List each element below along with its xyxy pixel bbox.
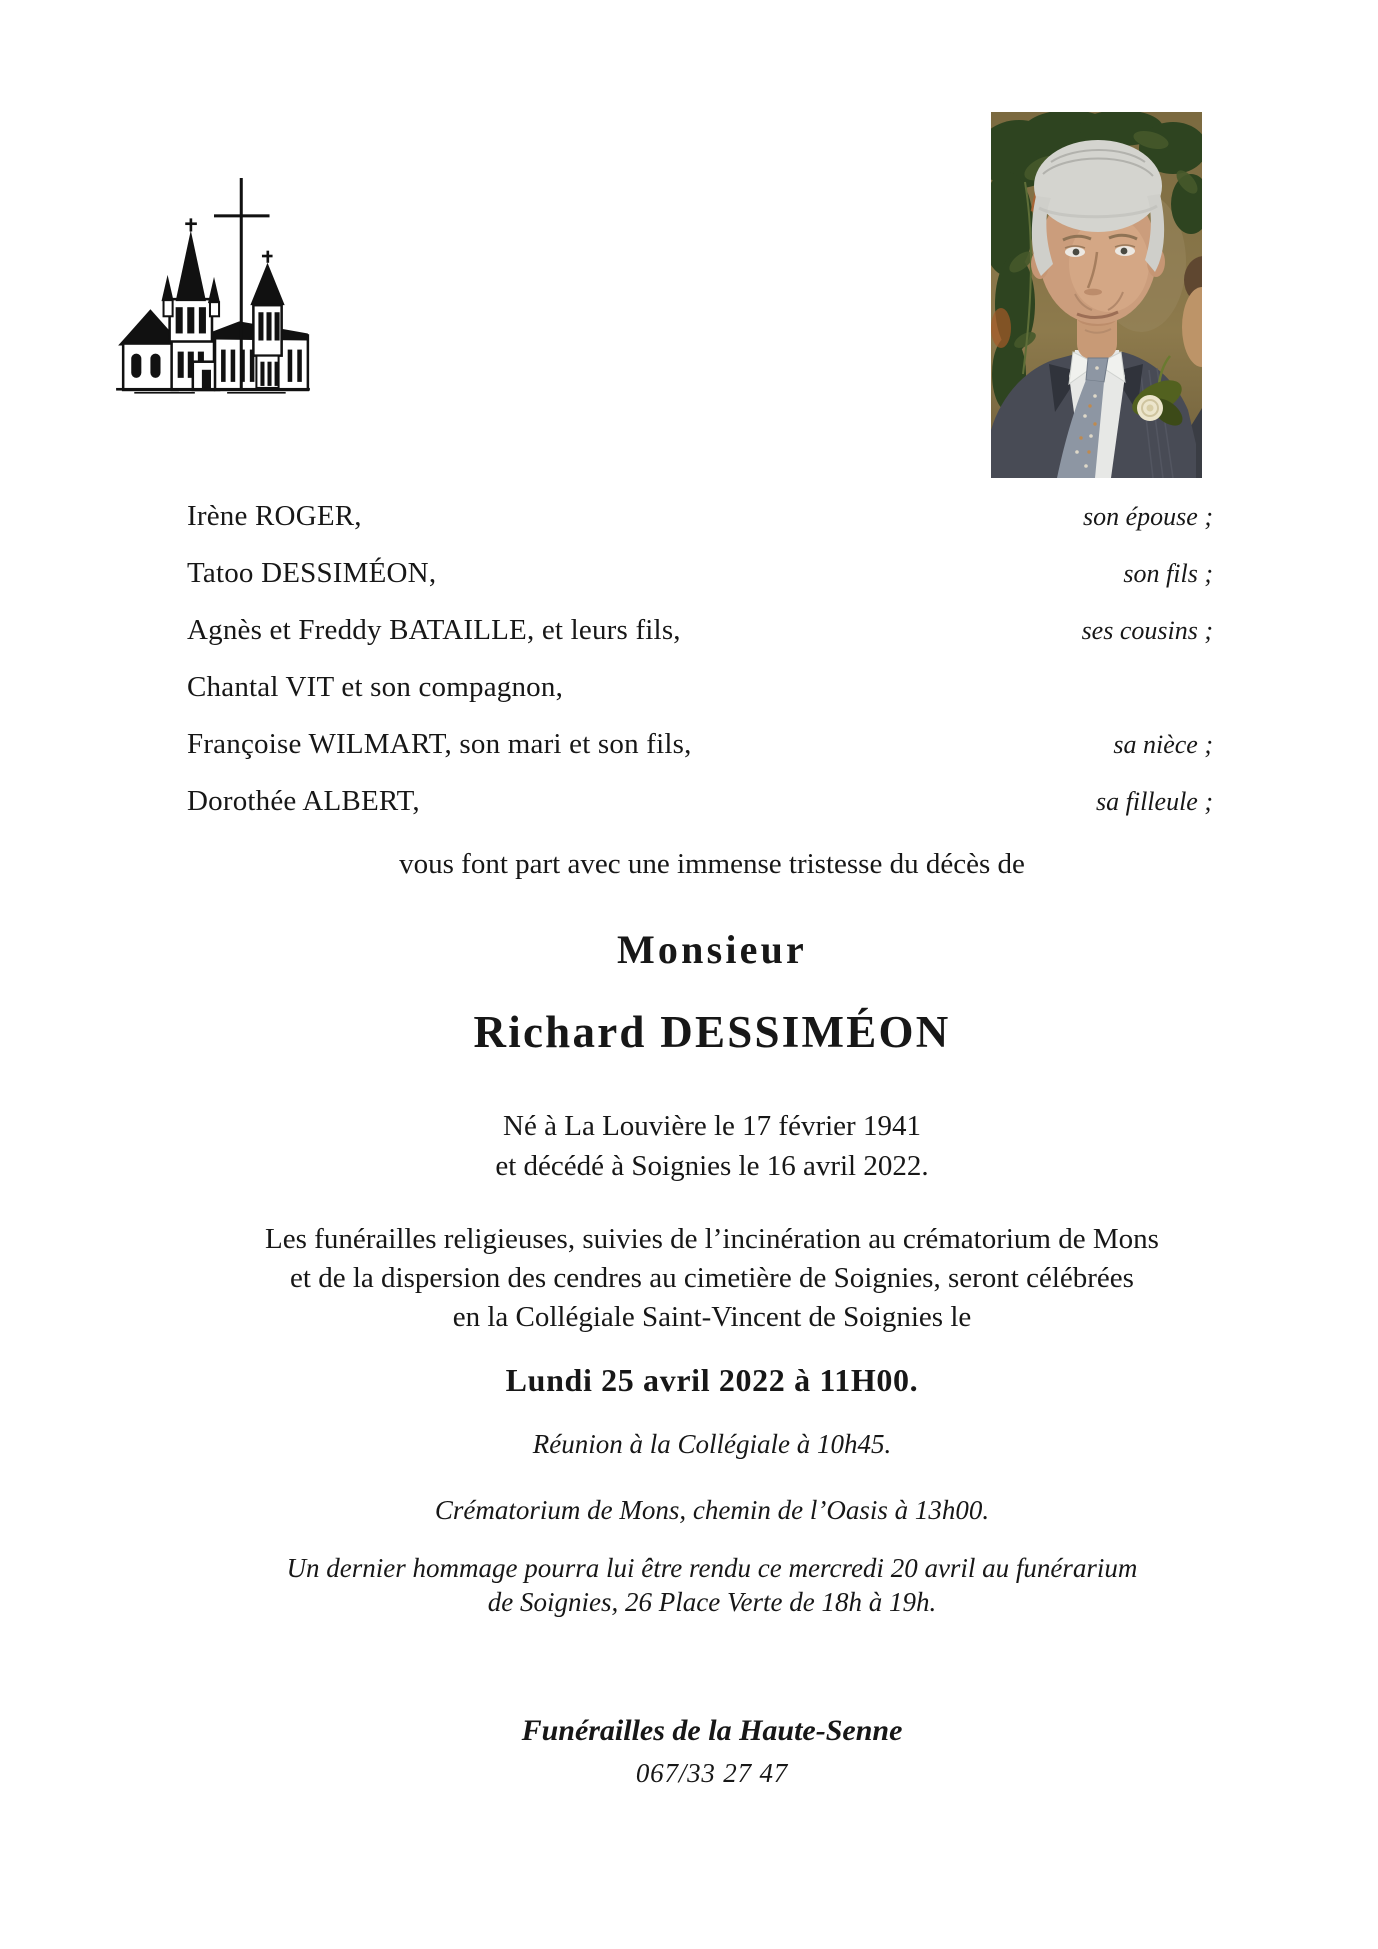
family-row <box>187 728 1213 785</box>
family-row <box>187 785 1213 842</box>
civility-title: Monsieur <box>616 927 808 972</box>
family-member-name: Tatoo DESSIMÉON, <box>187 557 437 589</box>
funeral-home-name: Funérailles de la Haute-Senne <box>521 1714 903 1747</box>
family-member-relation: sa nièce ; <box>1113 730 1213 759</box>
crematorium-line: Crématorium de Mons, chemin de l’Oasis à 13h00. <box>434 1495 990 1525</box>
family-member-name: Irène ROGER, <box>187 500 362 532</box>
tribute-line: de Soignies, 26 Place Verte de 18h à 19h. <box>487 1587 937 1617</box>
family-member-name: Agnès et Freddy BATAILLE, et leurs fils, <box>187 614 681 646</box>
tribute-block <box>46 1551 1378 1619</box>
family-member-name: Françoise WILMART, son mari et son fils, <box>187 728 692 760</box>
deceased-portrait-photo <box>991 112 1202 478</box>
funeral-line: en la Collégiale Saint-Vincent de Soignies le <box>452 1301 972 1333</box>
family-member-relation: sa filleule ; <box>1096 787 1213 816</box>
family-row <box>187 671 1213 728</box>
family-member-relation: son épouse ; <box>1083 502 1213 531</box>
deceased-name: Richard DESSIMÉON <box>473 1007 951 1057</box>
birth-line: Né à La Louvière le 17 février 1941 <box>503 1110 921 1142</box>
family-row <box>187 557 1213 614</box>
family-member-relation: ses cousins ; <box>1081 616 1213 645</box>
family-member-relation: son fils ; <box>1123 559 1213 588</box>
ceremony-datetime: Lundi 25 avril 2022 à 11H00. <box>505 1362 919 1398</box>
family-list <box>187 500 1213 842</box>
church-engraving-icon <box>116 178 310 394</box>
meeting-line: Réunion à la Collégiale à 10h45. <box>532 1429 892 1459</box>
funeral-home-phone: 067/33 27 47 <box>635 1758 789 1788</box>
family-row <box>187 614 1213 671</box>
family-member-name: Chantal VIT et son compagnon, <box>187 671 564 703</box>
announcement-intro: vous font part avec une immense tristesse du décès de <box>399 848 1025 880</box>
family-member-name: Dorothée ALBERT, <box>187 785 420 817</box>
funeral-details-block <box>46 1220 1378 1337</box>
death-line: et décédé à Soignies le 16 avril 2022. <box>495 1150 929 1182</box>
funeral-line: Les funérailles religieuses, suivies de l’incinération au crématorium de Mons <box>265 1223 1159 1255</box>
birth-death-block <box>46 1106 1378 1186</box>
family-row <box>187 500 1213 557</box>
tribute-line: Un dernier hommage pourra lui être rendu ce mercredi 20 avril au funérarium <box>286 1553 1138 1583</box>
funeral-line: et de la dispersion des cendres au cimetière de Soignies, seront célébrées <box>290 1262 1134 1294</box>
